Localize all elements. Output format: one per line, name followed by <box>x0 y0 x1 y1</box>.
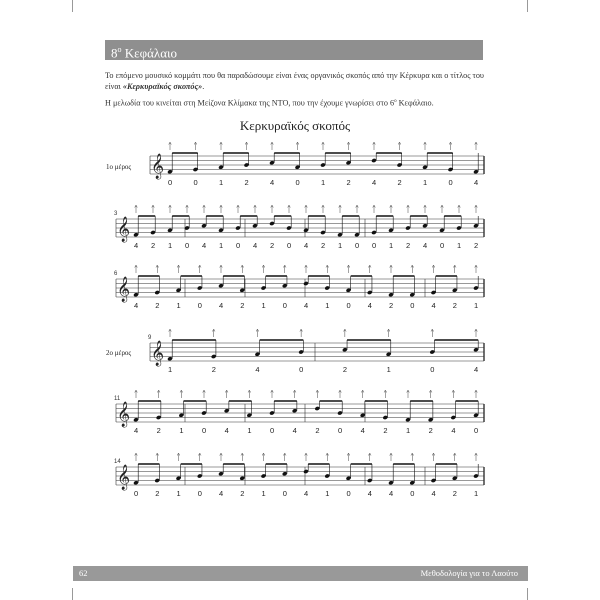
fingering-number: 1 <box>219 241 224 250</box>
intro-period: . <box>202 82 205 91</box>
fingering-number: 0 <box>474 426 479 435</box>
fingering-number: 1 <box>247 426 252 435</box>
fingering-number: 1 <box>474 489 479 498</box>
fingering-number: 2 <box>244 178 249 187</box>
fingering-number: 4 <box>474 178 479 187</box>
fingering-number: 4 <box>292 426 297 435</box>
fingering-number: 4 <box>134 301 139 310</box>
fingering-number: 1 <box>261 489 266 498</box>
fingering-number: 0 <box>282 301 287 310</box>
piece-title: Κερκυραϊκός σκοπός <box>239 118 351 133</box>
fingering-number: 0 <box>440 241 445 250</box>
fingering-number: 2 <box>346 178 351 187</box>
fingering-number: 4 <box>270 178 275 187</box>
fingering-number: 4 <box>134 241 139 250</box>
part-label-2: 2ο μέρος <box>106 349 132 357</box>
measure-number: 14 <box>114 459 121 465</box>
fingering-number: 2 <box>155 301 160 310</box>
fingering-number: 2 <box>389 301 394 310</box>
intro-text-2: Η μελωδία του κινείται στη Μείζονα Κλίμακα της ΝΤΟ, που την έχουμε γνωρίσει στο 6 <box>105 98 395 108</box>
treble-clef-icon: 𝄞 <box>151 153 165 178</box>
chapter-number: 8 <box>111 45 118 61</box>
fingering-number: 2 <box>452 489 457 498</box>
fingering-number: 4 <box>474 365 479 374</box>
measure-number: 6 <box>114 271 118 277</box>
fingering-number: 0 <box>185 241 190 250</box>
fingering-number: 4 <box>219 301 224 310</box>
fingering-number: 1 <box>386 365 391 374</box>
fingering-number: 4 <box>255 365 260 374</box>
fingering-number: 0 <box>346 489 351 498</box>
intro-sup: ο <box>394 99 397 104</box>
fingering-number: 0 <box>270 426 275 435</box>
fingering-number: 2 <box>428 426 433 435</box>
treble-clef-icon: 𝄞 <box>117 216 131 241</box>
part-label-1: 1ο μέρος <box>106 163 132 171</box>
fingering-number: 2 <box>211 365 216 374</box>
fingering-number: 1 <box>176 301 181 310</box>
fingering-number: 0 <box>346 301 351 310</box>
fingering-number: 0 <box>355 241 360 250</box>
intro-title-emphasis: «Κερκυραϊκός σκοπός» <box>122 82 203 91</box>
fingering-number: 1 <box>389 241 394 250</box>
treble-clef-icon: 𝄞 <box>117 401 131 426</box>
treble-clef-icon: 𝄞 <box>117 464 131 489</box>
fingering-number: 2 <box>270 241 275 250</box>
measure-number: 9 <box>148 335 152 341</box>
fingering-number: 2 <box>156 426 161 435</box>
fingering-number: 2 <box>151 241 156 250</box>
fingering-number: 4 <box>451 426 456 435</box>
footer-bar <box>73 566 528 581</box>
fingering-number: 2 <box>321 241 326 250</box>
fingering-number: 0 <box>282 489 287 498</box>
fingering-number: 0 <box>236 241 241 250</box>
fingering-number: 4 <box>224 426 229 435</box>
book-title: Μεθοδολογία για το Λαούτο <box>420 568 518 578</box>
measure-number: 3 <box>114 211 118 217</box>
fingering-number: 0 <box>410 301 415 310</box>
fingering-number: 0 <box>197 489 202 498</box>
fingering-number: 4 <box>253 241 258 250</box>
fingering-number: 2 <box>383 426 388 435</box>
fingering-number: 1 <box>474 301 479 310</box>
fingering-number: 0 <box>410 489 415 498</box>
fingering-number: 0 <box>372 241 377 250</box>
fingering-number: 4 <box>360 426 365 435</box>
fingering-number: 4 <box>431 301 436 310</box>
fingering-number: 4 <box>389 489 394 498</box>
fingering-number: 0 <box>430 365 435 374</box>
fingering-number: 2 <box>452 301 457 310</box>
fingering-number: 0 <box>134 489 139 498</box>
fingering-number: 1 <box>325 489 330 498</box>
page-number: 62 <box>79 568 88 578</box>
fingering-number: 2 <box>315 426 320 435</box>
fingering-number: 0 <box>202 426 207 435</box>
fingering-number: 0 <box>287 241 292 250</box>
fingering-number: 2 <box>474 241 479 250</box>
fingering-number: 2 <box>240 489 245 498</box>
fingering-number: 4 <box>367 489 372 498</box>
treble-clef-icon: 𝄞 <box>151 340 165 365</box>
music-score <box>100 0 500 560</box>
fingering-number: 4 <box>367 301 372 310</box>
fingering-number: 4 <box>219 489 224 498</box>
fingering-number: 1 <box>176 489 181 498</box>
intro-text-3: Κεφάλαιο. <box>396 98 434 108</box>
crop-mark <box>527 588 528 600</box>
fingering-number: 1 <box>168 241 173 250</box>
fingering-number: 1 <box>406 426 411 435</box>
fingering-number: 1 <box>179 426 184 435</box>
fingering-number: 1 <box>219 178 224 187</box>
fingering-number: 4 <box>423 241 428 250</box>
fingering-number: 2 <box>406 241 411 250</box>
fingering-number: 0 <box>168 178 173 187</box>
fingering-number: 4 <box>431 489 436 498</box>
fingering-number: 2 <box>397 178 402 187</box>
measure-number: 11 <box>114 396 121 402</box>
crop-mark <box>527 0 528 12</box>
fingering-number: 4 <box>304 241 309 250</box>
fingering-number: 0 <box>299 365 304 374</box>
fingering-number: 1 <box>457 241 462 250</box>
crop-mark <box>72 588 73 600</box>
fingering-number: 1 <box>168 365 173 374</box>
fingering-number: 2 <box>342 365 348 374</box>
fingering-number: 1 <box>423 178 428 187</box>
fingering-number: 0 <box>448 178 453 187</box>
fingering-number: 1 <box>261 301 266 310</box>
fingering-number: 4 <box>304 301 309 310</box>
fingering-number: 0 <box>338 426 343 435</box>
fingering-number: 4 <box>372 178 377 187</box>
fingering-number: 0 <box>295 178 300 187</box>
fingering-number: 0 <box>193 178 198 187</box>
crop-mark <box>72 0 73 12</box>
fingering-number: 4 <box>304 489 309 498</box>
fingering-number: 0 <box>197 301 202 310</box>
fingering-number: 1 <box>325 301 330 310</box>
fingering-number: 4 <box>134 426 139 435</box>
fingering-number: 2 <box>155 489 160 498</box>
fingering-number: 4 <box>202 241 207 250</box>
fingering-number: 1 <box>338 241 343 250</box>
fingering-number: 1 <box>321 178 326 187</box>
chapter-ordinal: ο <box>117 45 122 54</box>
chapter-title: Κεφάλαιο <box>124 45 178 61</box>
treble-clef-icon: 𝄞 <box>117 276 131 301</box>
fingering-number: 2 <box>240 301 245 310</box>
intro-text: Το επόμενο μουσικό κομμάτι που θα παραδώσουμε είναι ένας οργανικός σκοπός από την Κέρκυρα και ο τίτλος του είναι <box>105 71 484 91</box>
